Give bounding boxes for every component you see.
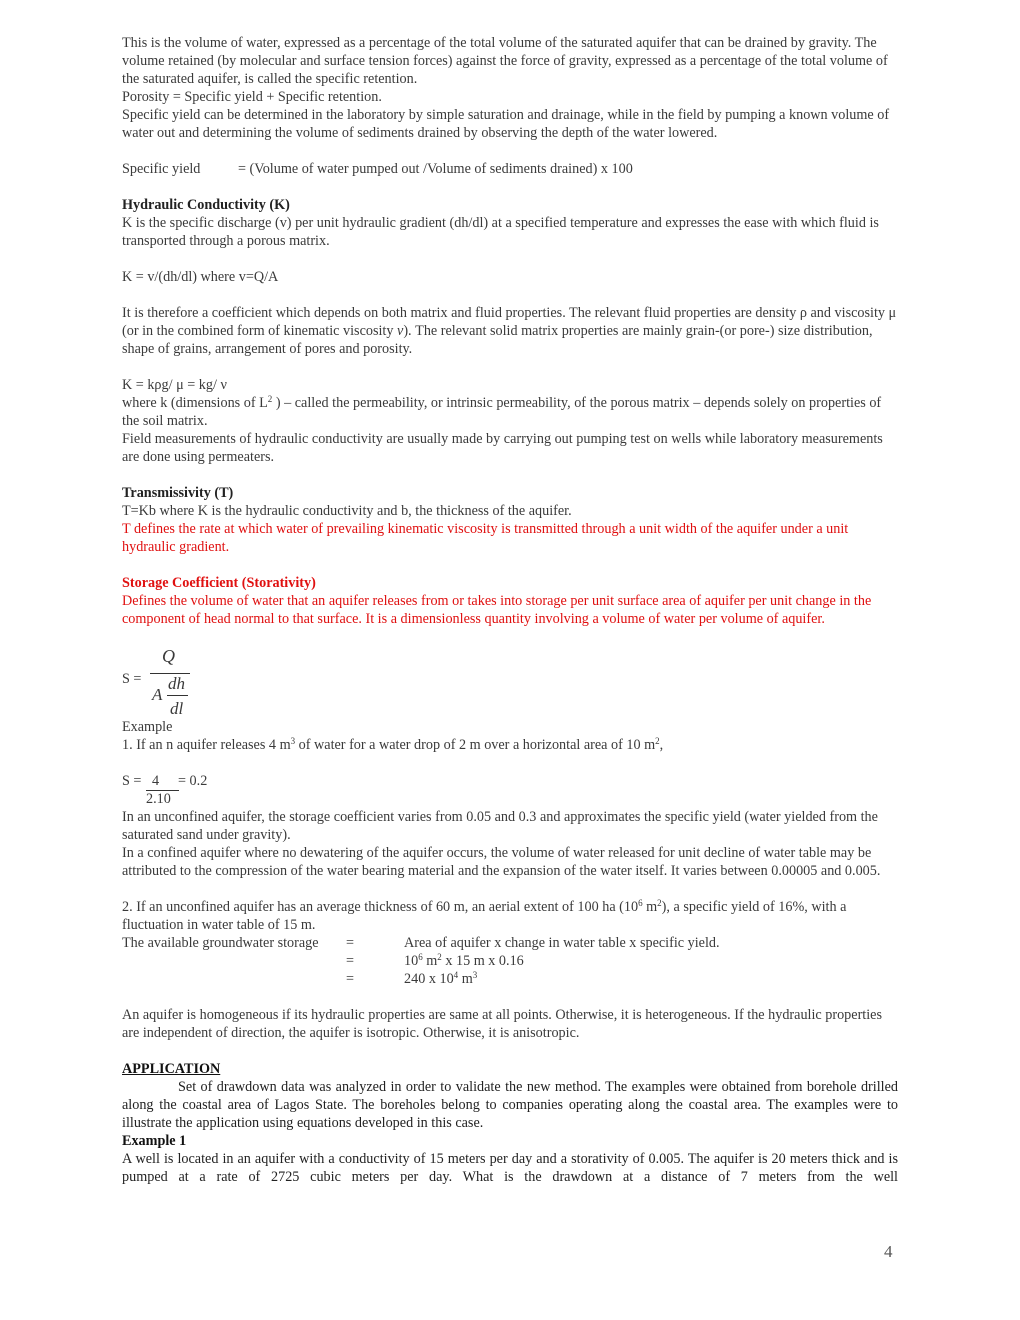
permeability-text-a: where k (dimensions of L [122, 395, 268, 411]
storage-row-2-sup-2: 2 [437, 952, 442, 962]
transmissivity-definition: T defines the rate at which water of prevailing kinematic viscosity is transmitted through a unit width of the aquifer under a unit hydraulic gradient. [122, 521, 849, 555]
example-2-text-c: ), a specific yield of 16%, with a fluctuation in water table of 15 m. [122, 899, 847, 933]
example-1-text-b: of water for a water drop of 2 m over a horizontal area of 10 m [295, 737, 656, 753]
specific-yield-formula [122, 160, 898, 178]
storage-equals-1: = [346, 935, 355, 951]
permeability-paragraph [122, 394, 898, 430]
example-2-text-a: 2. If an unconfined aquifer has an average thickness of 60 m, an aerial extent of 100 ha (10 [122, 899, 639, 915]
example-1-sup-1: 3 [290, 736, 296, 746]
calc-numerator: 4 [152, 773, 160, 789]
storage-row-3-sup-2: 3 [472, 970, 478, 980]
storage-row-2-b: m [422, 953, 438, 969]
storage-row-3 [404, 970, 477, 988]
fraction-area-symbol: A [152, 685, 163, 704]
example-2-text-b: m [642, 899, 658, 915]
fraction-dh: dh [168, 674, 185, 693]
groundwater-storage-calculation [122, 934, 898, 988]
storage-row-2-a: 10 [404, 953, 419, 969]
calc-s-label: S = [122, 773, 142, 789]
coefficient-text-a: It is therefore a coefficient which depends on both matrix and fluid properties. The relevant fluid properties are density ρ and viscosity μ (or in the combined form of kinematic viscosity [122, 305, 897, 339]
calc-result: = 0.2 [178, 773, 208, 789]
homogeneous-paragraph: An aquifer is homogeneous if its hydraulic properties are same at all points. Otherwise, it is heterogeneous. If the hydraulic properties are independent of direction, the aquifer is isotropic. Otherwise, it is anisotropic. [122, 1007, 882, 1041]
permeability-text-b: ) – called the permeability, or intrinsic permeability, of the porous matrix – depends solely on properties of the soil matrix. [122, 395, 882, 429]
permeability-superscript: 2 [267, 394, 273, 404]
example-1 [122, 736, 898, 754]
porosity-equation: Porosity = Specific yield + Specific retention. [122, 89, 382, 105]
storage-row-2 [404, 952, 524, 970]
specific-yield-label: Specific yield [122, 161, 201, 177]
application-example-heading: Example 1 [122, 1133, 187, 1149]
coefficient-text-b: ). The relevant solid matrix properties are mainly grain-(or pore-) size distribution, shape of grains, arrangement of pores and porosity. [122, 323, 873, 357]
kinematic-viscosity-symbol: v [397, 323, 404, 339]
storage-row-3-b: m [458, 971, 473, 987]
transmissivity-heading: Transmissivity (T) [122, 485, 234, 501]
storage-coefficient-heading: Storage Coefficient (Storativity) [122, 575, 316, 591]
example-1-sup-2: 2 [655, 736, 660, 746]
storage-coefficient-definition: Defines the volume of water that an aquifer releases from or takes into storage per unit surface area of aquifer per unit change in the component of head normal to that surface. It is a dimensionless quantity involving a volume of water per volume of aquifer. [122, 593, 872, 627]
application-heading: APPLICATION [122, 1061, 221, 1077]
storage-label: The available groundwater storage [122, 935, 319, 951]
example-1-text-a: 1. If an n aquifer releases 4 m [122, 737, 291, 753]
example-2-sup-2: 2 [657, 898, 662, 908]
specific-yield-expression: = (Volume of water pumped out /Volume of sediments drained) x 100 [238, 161, 633, 177]
hydraulic-conductivity-heading: Hydraulic Conductivity (K) [122, 197, 290, 213]
coefficient-paragraph [122, 304, 898, 358]
storativity-calculation [122, 772, 898, 808]
storage-row-1: Area of aquifer x change in water table x specific yield. [404, 935, 720, 951]
specific-yield-definition: This is the volume of water, expressed as a percentage of the total volume of the saturated aquifer that can be drained by gravity. The volume retained (by molecular and surface tension forces) against the force of gravity, expressed as a percentage of the total volume of the saturated aquifer, is called the specific retention. [122, 35, 888, 87]
application-paragraph: Set of drawdown data was analyzed in order to validate the new method. The examples were obtained from borehole drilled along the coastal area of Lagos State. The boreholes belong to companies operating along the coastal area. The examples were to illustrate the application using equations developed in this case. [122, 1079, 898, 1131]
fraction-s-label: S = [122, 671, 142, 687]
storage-equals-3: = [346, 971, 355, 987]
example-label: Example [122, 719, 173, 735]
storativity-fraction [122, 646, 898, 718]
example-2 [122, 898, 898, 934]
fraction-dl: dl [170, 699, 184, 718]
page-number: 4 [884, 1242, 893, 1261]
storage-row-2-sup-1: 6 [418, 952, 423, 962]
calc-denominator: 2.10 [146, 790, 179, 807]
permeability-equation: K = kρg/ μ = kg/ ν [122, 377, 227, 393]
transmissivity-equation: T=Kb where K is the hydraulic conductivity and b, the thickness of the aquifer. [122, 503, 572, 519]
unconfined-aquifer-paragraph: In an unconfined aquifer, the storage coefficient varies from 0.05 and 0.3 and approximates the specific yield (water yielded from the saturated sand under gravity). [122, 809, 878, 843]
confined-aquifer-paragraph: In a confined aquifer where no dewatering of the aquifer occurs, the volume of water released for unit decline of water table may be attributed to the compression of the water bearing material and the expansion of the water itself. It varies between 0.00005 and 0.005. [122, 845, 881, 879]
inner-fraction-bar [167, 695, 188, 696]
document-page [122, 34, 898, 1186]
fraction-numerator: Q [162, 646, 175, 666]
storage-row-3-sup-1: 4 [453, 970, 459, 980]
storage-row-3-a: 240 x 10 [404, 971, 454, 987]
specific-yield-determination: Specific yield can be determined in the laboratory by simple saturation and drainage, while in the field by pumping a known volume of water out and determining the volume of sediments drained by observing the depth of the water lowered. [122, 107, 890, 141]
example-2-sup-1: 6 [638, 898, 643, 908]
field-measurements-paragraph: Field measurements of hydraulic conductivity are usually made by carrying out pumping test on wells while laboratory measurements are done using permeaters. [122, 431, 883, 465]
hydraulic-conductivity-definition: K is the specific discharge (v) per unit hydraulic gradient (dh/dl) at a specified temperature and expresses the ease with which fluid is transported through a porous matrix. [122, 215, 879, 249]
application-example-paragraph: A well is located in an aquifer with a conductivity of 15 meters per day and a storativity of 0.005. The aquifer is 20 meters thick and is pumped at a rate of 2725 cubic meters per day. What is the drawdown at a distance of 7 meters from the well [122, 1151, 898, 1185]
hydraulic-conductivity-equation: K = v/(dh/dl) where v=Q/A [122, 269, 279, 285]
storage-equals-2: = [346, 953, 355, 969]
example-1-text-c: , [659, 737, 664, 753]
storage-row-2-c: x 15 m x 0.16 [441, 953, 524, 969]
